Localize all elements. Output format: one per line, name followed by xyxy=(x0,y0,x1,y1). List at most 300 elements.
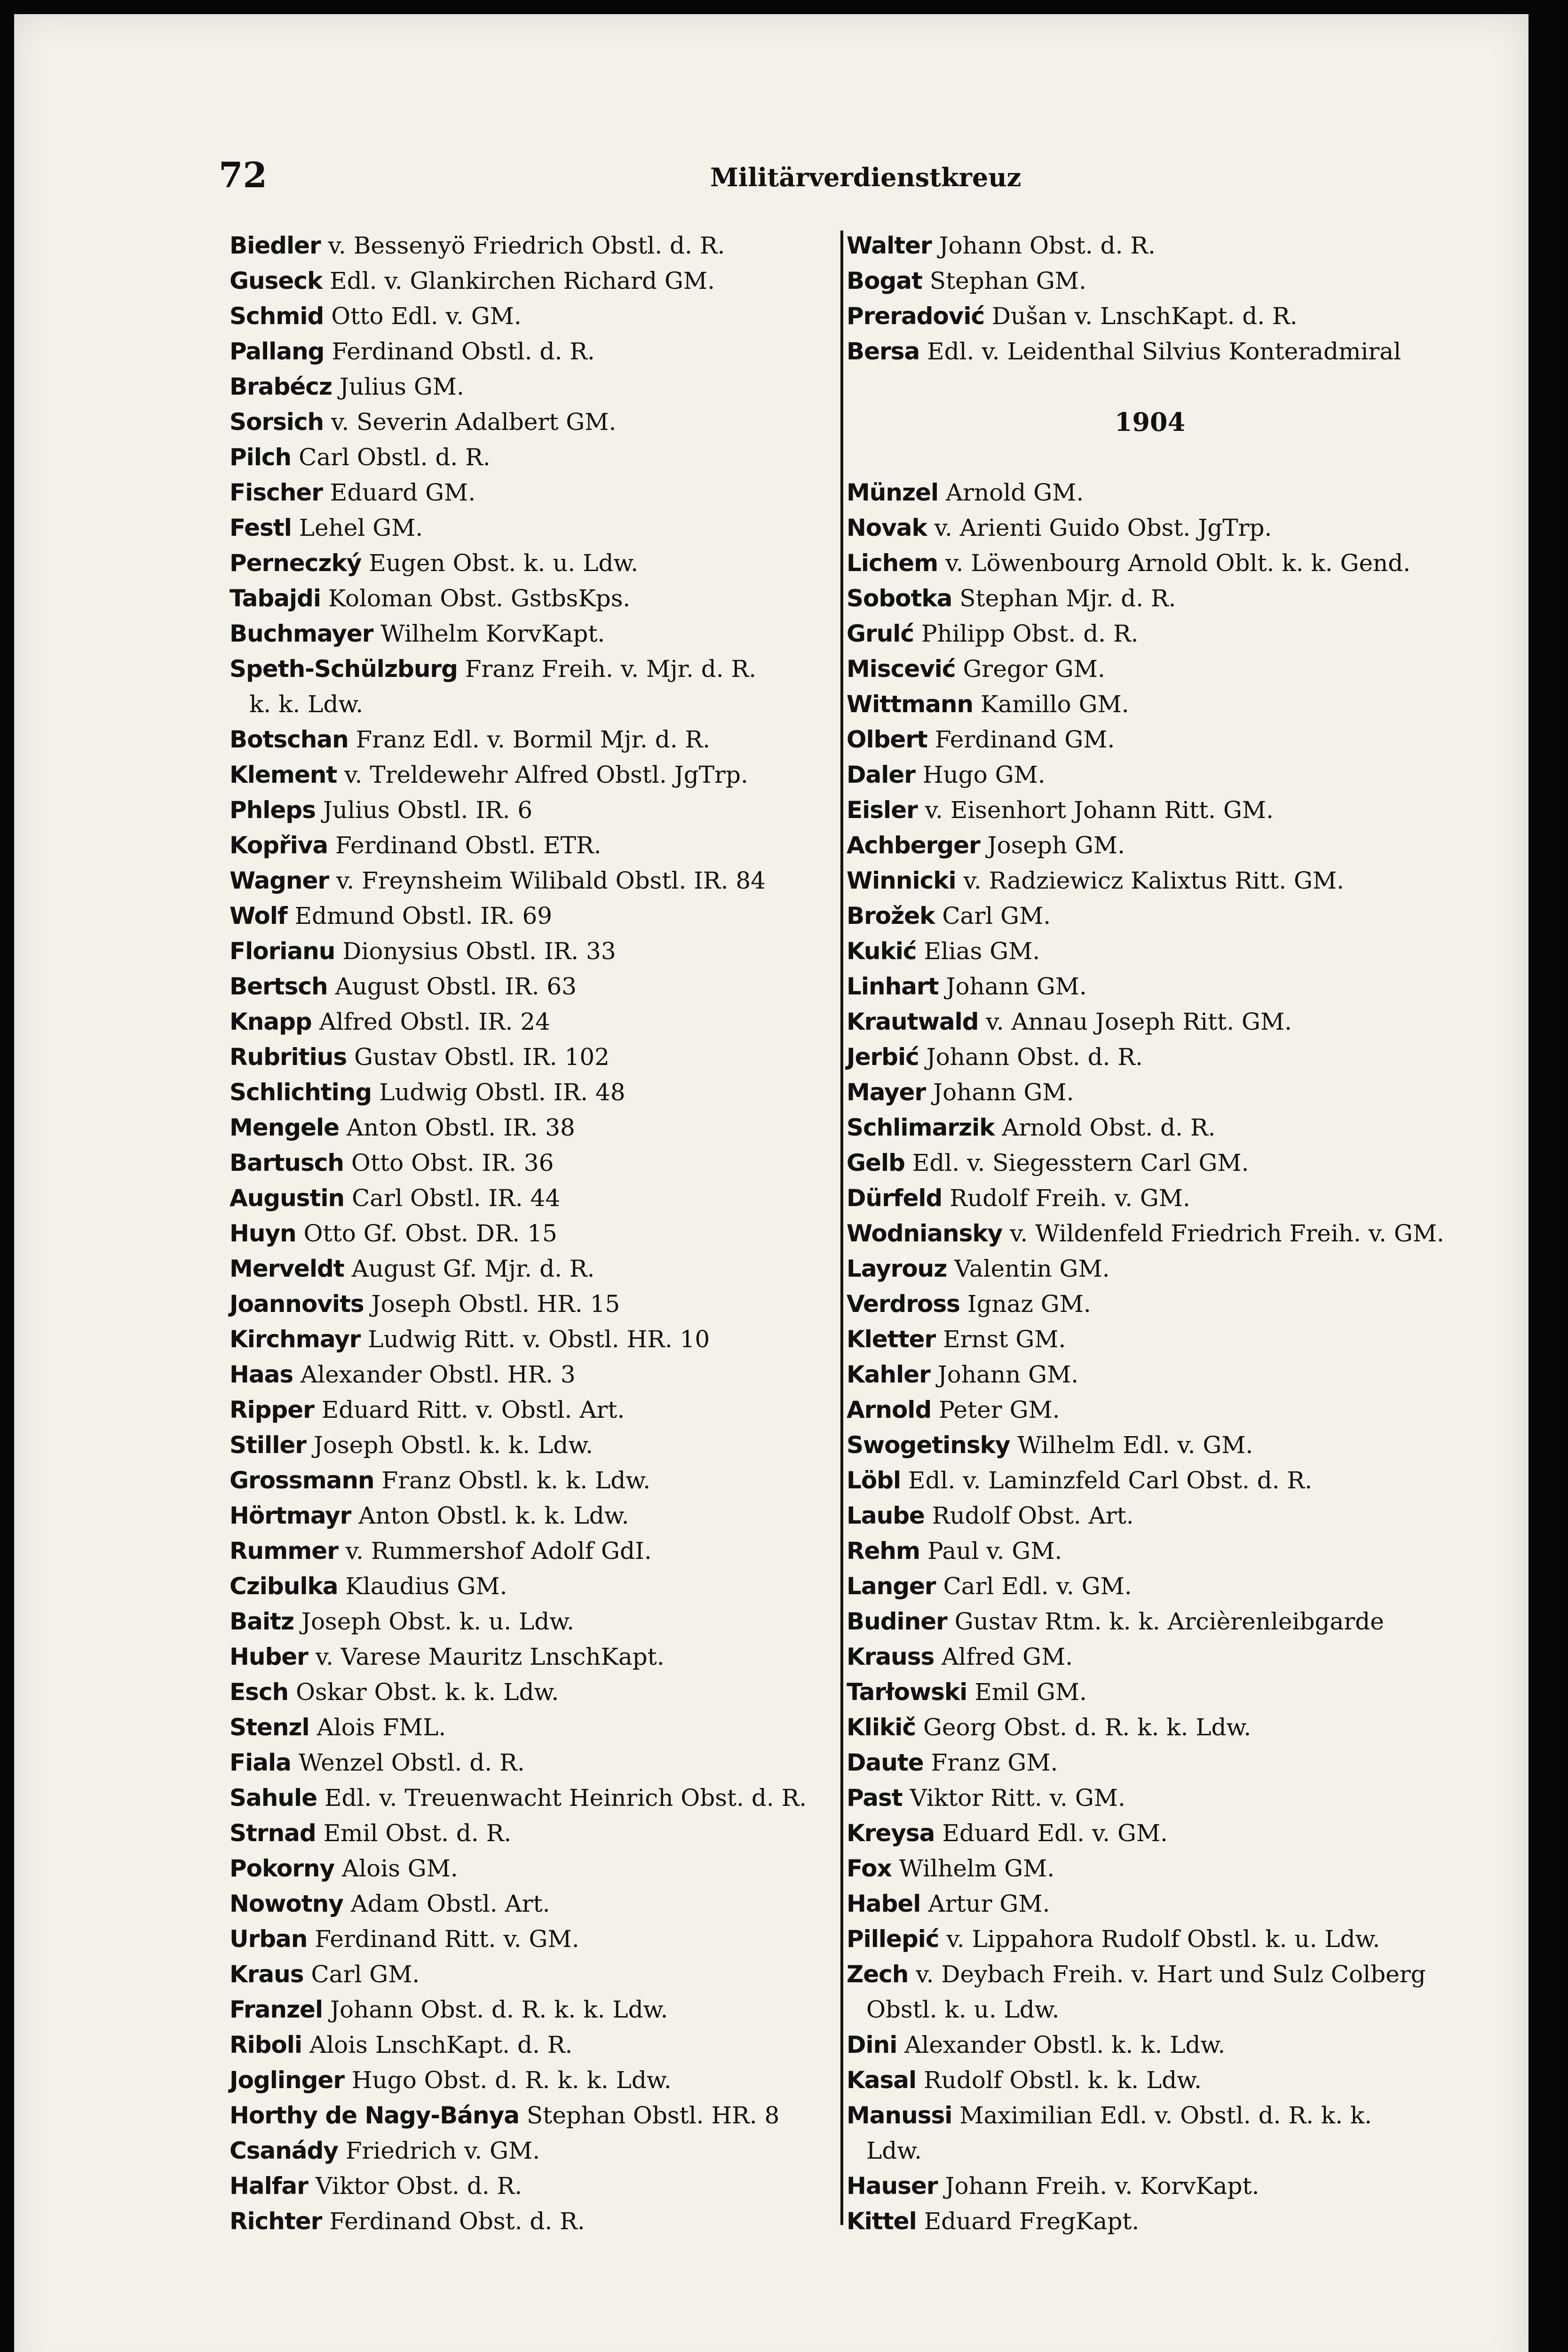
entry-details: Rudolf Obstl. k. k. Ldw. xyxy=(916,2066,1202,2094)
list-item xyxy=(230,934,836,969)
entry-surname: Hörtmayr xyxy=(230,1502,351,1529)
entry-details: Eugen Obst. k. u. Ldw. xyxy=(361,549,639,577)
entry-surname: Grulć xyxy=(847,620,914,647)
list-item xyxy=(847,263,1453,299)
list-item xyxy=(847,1181,1453,1216)
entry-details: Emil Obst. d. R. xyxy=(316,1820,512,1847)
list-item xyxy=(230,1075,836,1110)
entry-surname: Klement xyxy=(230,761,337,788)
entry-surname: Sahule xyxy=(230,1784,317,1812)
list-item xyxy=(230,369,836,405)
entry-details: Ernst GM. xyxy=(935,1326,1066,1353)
entry-details: Klaudius GM. xyxy=(338,1573,507,1600)
list-item xyxy=(230,969,836,1004)
entry-surname: Horthy de Nagy-Bánya xyxy=(230,2102,519,2129)
entry-details: Kamillo GM. xyxy=(973,691,1129,718)
entry-surname: Rubritius xyxy=(230,1043,347,1071)
entry-surname: Phleps xyxy=(230,796,316,824)
list-item xyxy=(847,228,1453,263)
entry-surname: Past xyxy=(847,1784,903,1812)
entry-surname: Gelb xyxy=(847,1149,905,1176)
list-item xyxy=(230,1251,836,1287)
list-item xyxy=(230,475,836,510)
list-item xyxy=(847,581,1453,616)
entry-details: Edl. v. Siegesstern Carl GM. xyxy=(904,1149,1249,1176)
list-item xyxy=(230,2098,836,2133)
entry-details: Wilhelm Edl. v. GM. xyxy=(1010,1431,1253,1459)
list-item xyxy=(230,793,836,828)
entry-details: Alois GM. xyxy=(334,1855,458,1882)
entry-details: Ferdinand Obstl. d. R. xyxy=(324,338,595,365)
entry-surname: Guseck xyxy=(230,267,323,294)
entry-details: Franz GM. xyxy=(923,1749,1058,1776)
entry-surname: Rummer xyxy=(230,1537,338,1565)
list-item xyxy=(847,1569,1453,1604)
entry-surname: Walter xyxy=(847,232,932,259)
list-item xyxy=(847,1816,1453,1851)
list-item xyxy=(230,1463,836,1498)
entry-details: Ferdinand GM. xyxy=(927,726,1115,753)
entry-details: Dionysius Obstl. IR. 33 xyxy=(335,938,616,965)
entry-surname: Olbert xyxy=(847,726,927,753)
list-item xyxy=(847,1851,1453,1886)
entry-surname: Botschan xyxy=(230,726,348,753)
list-item xyxy=(847,2027,1453,2063)
entry-details: v. Treldewehr Alfred Obstl. JgTrp. xyxy=(337,761,748,788)
entry-details: Gregor GM. xyxy=(955,655,1105,683)
entry-surname: Brabécz xyxy=(230,373,332,400)
entry-surname: Esch xyxy=(230,1678,289,1706)
list-item xyxy=(847,1675,1453,1710)
entry-details: Alois FML. xyxy=(309,1714,446,1741)
entry-surname: Krautwald xyxy=(847,1008,979,1035)
entry-details: Franz Edl. v. Bormil Mjr. d. R. xyxy=(348,726,711,753)
entry-details: Rudolf Obst. Art. xyxy=(924,1502,1134,1529)
entry-surname: Czibulka xyxy=(230,1573,338,1600)
list-item xyxy=(847,1004,1453,1040)
entry-details: Joseph Obstl. HR. 15 xyxy=(364,1290,620,1318)
entry-surname: Baitz xyxy=(230,1608,294,1635)
entry-details: Ignaz GM. xyxy=(959,1290,1091,1318)
entry-details: Gustav Rtm. k. k. Arcièrenleibgarde xyxy=(947,1608,1384,1635)
entry-surname: Knapp xyxy=(230,1008,312,1035)
list-item xyxy=(230,1851,836,1886)
entry-surname: Winnicki xyxy=(847,867,956,894)
entry-surname: Kraus xyxy=(230,1961,304,1988)
entry-surname: Strnad xyxy=(230,1820,316,1847)
list-item xyxy=(230,1816,836,1851)
list-item xyxy=(230,1428,836,1463)
entry-surname: Verdross xyxy=(847,1290,960,1318)
entry-details: Johann Obst. d. R. xyxy=(919,1043,1143,1071)
entry-details: Otto Edl. v. GM. xyxy=(324,302,522,330)
list-item xyxy=(847,934,1453,969)
entry-details: v. Radziewicz Kalixtus Ritt. GM. xyxy=(956,867,1345,894)
list-item xyxy=(847,1357,1453,1392)
list-item xyxy=(230,1110,836,1145)
entry-details: Carl GM. xyxy=(303,1961,420,1988)
entry-details: Rudolf Freih. v. GM. xyxy=(942,1184,1190,1212)
entry-surname: Daute xyxy=(847,1749,924,1776)
list-item xyxy=(230,1710,836,1745)
entry-surname: Novak xyxy=(847,514,927,541)
entry-surname: Eisler xyxy=(847,796,918,824)
entry-details: Edl. v. Laminzfeld Carl Obst. d. R. xyxy=(901,1467,1313,1494)
list-item xyxy=(847,652,1453,687)
entry-surname: Rehm xyxy=(847,1537,920,1565)
entry-details: v. Eisenhort Johann Ritt. GM. xyxy=(917,796,1274,824)
list-item-continuation xyxy=(847,2133,1453,2169)
entry-details: Stephan GM. xyxy=(922,267,1086,294)
entry-surname: Festl xyxy=(230,514,292,541)
entry-details: Johann GM. xyxy=(930,1361,1079,1388)
entry-details: v. Löwenbourg Arnold Oblt. k. k. Gend. xyxy=(938,549,1411,577)
list-item xyxy=(847,757,1453,793)
entry-surname: Preradović xyxy=(847,302,985,330)
entry-details: Friedrich v. GM. xyxy=(338,2137,540,2164)
entry-surname: Brožek xyxy=(847,902,935,930)
list-item xyxy=(230,405,836,440)
list-item xyxy=(230,1886,836,1922)
right-column-top-list xyxy=(847,228,1453,369)
entry-details: v. Freynsheim Wilibald Obstl. IR. 84 xyxy=(329,867,766,894)
right-column-bottom-list xyxy=(847,475,1453,2239)
entry-details: Paul v. GM. xyxy=(920,1537,1062,1565)
entry-surname: Kittel xyxy=(847,2208,917,2235)
list-item xyxy=(230,1322,836,1357)
list-item xyxy=(230,898,836,934)
entry-surname: Bartusch xyxy=(230,1149,344,1176)
entry-details: Ferdinand Obst. d. R. xyxy=(322,2208,585,2235)
entry-details: Alfred GM. xyxy=(934,1643,1073,1670)
entry-surname: Hauser xyxy=(847,2172,938,2200)
list-item xyxy=(230,440,836,475)
entry-details: Ferdinand Ritt. v. GM. xyxy=(307,1925,579,1953)
list-item xyxy=(230,1745,836,1780)
list-item xyxy=(847,1710,1453,1745)
entry-surname: Kukić xyxy=(847,938,917,965)
entry-details: Julius GM. xyxy=(332,373,464,400)
entry-surname: Lichem xyxy=(847,549,938,577)
list-item xyxy=(847,1745,1453,1780)
entry-surname: Habel xyxy=(847,1890,921,1917)
entry-details: Anton Obstl. IR. 38 xyxy=(339,1114,575,1141)
entry-surname: Tabajdi xyxy=(230,585,321,612)
entry-details: Eduard Edl. v. GM. xyxy=(934,1820,1168,1847)
entry-details: Eduard FregKapt. xyxy=(916,2208,1140,2235)
list-item xyxy=(230,228,836,263)
entry-details: Viktor Obst. d. R. xyxy=(308,2172,523,2200)
list-item xyxy=(230,2027,836,2063)
entry-surname: Riboli xyxy=(230,2031,302,2058)
list-item xyxy=(847,1322,1453,1357)
book-page xyxy=(14,14,1528,2352)
entry-details: Joseph Obst. k. u. Ldw. xyxy=(294,1608,574,1635)
entry-details: v. Bessenyö Friedrich Obstl. d. R. xyxy=(320,232,725,259)
entry-surname: Nowotny xyxy=(230,1890,343,1917)
list-item xyxy=(230,1357,836,1392)
list-item xyxy=(847,2098,1453,2133)
list-item xyxy=(847,722,1453,757)
list-item xyxy=(230,1604,836,1639)
entry-surname: Pokorny xyxy=(230,1855,335,1882)
entry-details: v. Varese Mauritz LnschKapt. xyxy=(308,1643,665,1670)
list-item xyxy=(847,1251,1453,1287)
entry-details: August Obstl. IR. 63 xyxy=(327,973,577,1000)
entry-surname: Fiala xyxy=(230,1749,291,1776)
list-item xyxy=(847,299,1453,334)
entry-details: Ludwig Obstl. IR. 48 xyxy=(372,1079,626,1106)
entry-surname: Mengele xyxy=(230,1114,340,1141)
entry-surname: Daler xyxy=(847,761,915,788)
list-item xyxy=(230,1922,836,1957)
list-item xyxy=(230,510,836,546)
entry-details: Ferdinand Obstl. ETR. xyxy=(328,832,602,859)
list-item xyxy=(230,652,836,687)
entry-details: v. Arienti Guido Obst. JgTrp. xyxy=(927,514,1272,541)
list-item xyxy=(230,1534,836,1569)
list-item xyxy=(230,2133,836,2169)
entry-continuation: Obstl. k. u. Ldw. xyxy=(866,1996,1060,2023)
list-item xyxy=(847,2063,1453,2098)
list-item xyxy=(230,1287,836,1322)
entry-surname: Layrouz xyxy=(847,1255,947,1282)
entry-details: Franz Obstl. k. k. Ldw. xyxy=(374,1467,651,1494)
list-item xyxy=(847,1957,1453,1992)
entry-surname: Wittmann xyxy=(847,691,974,718)
list-item xyxy=(230,1392,836,1428)
list-item xyxy=(847,1040,1453,1075)
entry-details: Alfred Obstl. IR. 24 xyxy=(311,1008,550,1035)
entry-surname: Wodniansky xyxy=(847,1220,1003,1247)
list-item xyxy=(847,1145,1453,1181)
entry-details: Johann GM. xyxy=(926,1079,1074,1106)
entry-details: Otto Obst. IR. 36 xyxy=(344,1149,554,1176)
entry-details: Gustav Obstl. IR. 102 xyxy=(347,1043,610,1071)
entry-details: Valentin GM. xyxy=(947,1255,1110,1282)
entry-surname: Bersa xyxy=(847,338,920,365)
list-item xyxy=(230,1004,836,1040)
column-divider xyxy=(840,230,843,2225)
entry-surname: Kasal xyxy=(847,2066,917,2094)
list-item xyxy=(847,1216,1453,1251)
entry-surname: Linhart xyxy=(847,973,939,1000)
entry-surname: Dini xyxy=(847,2031,897,2058)
entry-details: Oskar Obst. k. k. Ldw. xyxy=(288,1678,559,1706)
entry-surname: Csanády xyxy=(230,2137,338,2164)
list-item xyxy=(847,510,1453,546)
entry-details: Wenzel Obstl. d. R. xyxy=(291,1749,525,1776)
list-item xyxy=(230,1181,836,1216)
entry-details: Viktor Ritt. v. GM. xyxy=(902,1784,1125,1812)
list-item xyxy=(847,969,1453,1004)
entry-details: Joseph GM. xyxy=(980,832,1125,859)
entry-details: Emil GM. xyxy=(967,1678,1087,1706)
entry-surname: Biedler xyxy=(230,232,321,259)
entry-details: Georg Obst. d. R. k. k. Ldw. xyxy=(916,1714,1251,1741)
entry-surname: Joglinger xyxy=(230,2066,344,2094)
entry-surname: Schmid xyxy=(230,302,324,330)
right-column xyxy=(847,228,1453,2239)
entry-surname: Fox xyxy=(847,1855,892,1882)
entry-surname: Kopřiva xyxy=(230,832,328,859)
entry-surname: Bertsch xyxy=(230,973,328,1000)
entry-details: Carl GM. xyxy=(934,902,1051,930)
list-item xyxy=(230,1145,836,1181)
entry-details: Johann Freih. v. KorvKapt. xyxy=(937,2172,1259,2200)
entry-details: Hugo Obst. d. R. k. k. Ldw. xyxy=(344,2066,672,2094)
entry-surname: Kahler xyxy=(847,1361,930,1388)
entry-surname: Wagner xyxy=(230,867,329,894)
entry-surname: Langer xyxy=(847,1573,936,1600)
entry-details: v. Rummershof Adolf GdI. xyxy=(338,1537,652,1565)
entry-details: Carl Obstl. d. R. xyxy=(291,444,491,471)
list-item xyxy=(230,581,836,616)
entry-surname: Kirchmayr xyxy=(230,1326,361,1353)
entry-details: Johann Obst. d. R. xyxy=(931,232,1156,259)
list-item xyxy=(230,299,836,334)
entry-surname: Miscević xyxy=(847,655,956,683)
entry-details: Alexander Obstl. k. k. Ldw. xyxy=(897,2031,1226,2058)
entry-details: Hugo GM. xyxy=(915,761,1045,788)
entry-surname: Wolf xyxy=(230,902,287,930)
list-item xyxy=(847,334,1453,369)
entry-surname: Joannovits xyxy=(230,1290,364,1318)
entry-surname: Huber xyxy=(230,1643,308,1670)
entry-details: v. Annau Joseph Ritt. GM. xyxy=(978,1008,1292,1035)
entry-surname: Klikič xyxy=(847,1714,916,1741)
entry-details: Arnold GM. xyxy=(938,479,1084,506)
list-item xyxy=(230,1780,836,1816)
list-item xyxy=(847,1780,1453,1816)
entry-surname: Bogat xyxy=(847,267,922,294)
entry-surname: Merveldt xyxy=(230,1255,344,1282)
entry-details: Lehel GM. xyxy=(291,514,423,541)
list-item xyxy=(847,793,1453,828)
entry-surname: Kletter xyxy=(847,1326,936,1353)
entry-surname: Ripper xyxy=(230,1396,314,1423)
list-item xyxy=(230,2204,836,2239)
list-item xyxy=(847,1110,1453,1145)
list-item xyxy=(230,722,836,757)
entry-details: v. Severin Adalbert GM. xyxy=(324,408,617,436)
entry-surname: Swogetinsky xyxy=(847,1431,1010,1459)
list-item xyxy=(230,828,836,863)
list-item xyxy=(230,1498,836,1534)
entry-details: Wilhelm GM. xyxy=(891,1855,1055,1882)
list-item xyxy=(847,1604,1453,1639)
left-column xyxy=(230,228,836,2239)
entry-surname: Halfar xyxy=(230,2172,308,2200)
entry-surname: Perneczký xyxy=(230,549,362,577)
list-item xyxy=(230,1040,836,1075)
entry-details: Philipp Obst. d. R. xyxy=(914,620,1139,647)
list-item xyxy=(230,757,836,793)
list-item xyxy=(230,263,836,299)
entry-details: Edmund Obstl. IR. 69 xyxy=(287,902,553,930)
list-item xyxy=(230,1216,836,1251)
entry-continuation: Ldw. xyxy=(866,2137,922,2164)
entry-details: Ludwig Ritt. v. Obstl. HR. 10 xyxy=(360,1326,710,1353)
list-item xyxy=(230,1675,836,1710)
list-item xyxy=(847,1639,1453,1675)
entry-surname: Speth-Schülzburg xyxy=(230,655,458,683)
list-item xyxy=(847,898,1453,934)
entry-details: Edl. v. Leidenthal Silvius Konteradmiral xyxy=(919,338,1402,365)
entry-surname: Haas xyxy=(230,1361,293,1388)
entry-surname: Pilch xyxy=(230,444,292,471)
entry-details: Koloman Obst. GstbsKps. xyxy=(321,585,631,612)
entry-details: Eduard Ritt. v. Obstl. Art. xyxy=(314,1396,625,1423)
entry-surname: Schlimarzik xyxy=(847,1114,995,1141)
list-item xyxy=(847,2169,1453,2204)
list-item xyxy=(847,828,1453,863)
entry-surname: Laube xyxy=(847,1502,925,1529)
list-item xyxy=(847,1463,1453,1498)
entry-details: Joseph Obstl. k. k. Ldw. xyxy=(306,1431,593,1459)
entry-surname: Buchmayer xyxy=(230,620,373,647)
entry-surname: Sobotka xyxy=(847,585,952,612)
entry-surname: Achberger xyxy=(847,832,980,859)
entry-details: Wilhelm KorvKapt. xyxy=(373,620,605,647)
list-item xyxy=(847,2204,1453,2239)
year-heading: 1904 xyxy=(1114,407,1186,437)
entry-details: Carl Obstl. IR. 44 xyxy=(344,1184,561,1212)
entry-details: v. Lippahora Rudolf Obstl. k. u. Ldw. xyxy=(939,1925,1380,1953)
list-item xyxy=(230,616,836,652)
entry-surname: Augustin xyxy=(230,1184,345,1212)
list-item xyxy=(847,1392,1453,1428)
entry-details: v. Wildenfeld Friedrich Freih. v. GM. xyxy=(1002,1220,1444,1247)
entry-details: Adam Obstl. Art. xyxy=(343,1890,550,1917)
entry-continuation: k. k. Ldw. xyxy=(249,691,364,718)
entry-surname: Grossmann xyxy=(230,1467,374,1494)
entry-surname: Mayer xyxy=(847,1079,926,1106)
list-item xyxy=(847,687,1453,722)
entry-surname: Löbl xyxy=(847,1467,901,1494)
entry-details: Anton Obstl. k. k. Ldw. xyxy=(351,1502,629,1529)
entry-details: August Gf. Mjr. d. R. xyxy=(344,1255,595,1282)
list-item-continuation xyxy=(847,1992,1453,2027)
entry-surname: Pillepić xyxy=(847,1925,939,1953)
entry-surname: Dürfeld xyxy=(847,1184,942,1212)
list-item xyxy=(847,1498,1453,1534)
list-item xyxy=(847,616,1453,652)
list-item xyxy=(847,1075,1453,1110)
list-item xyxy=(847,1287,1453,1322)
entry-surname: Urban xyxy=(230,1925,308,1953)
entry-surname: Münzel xyxy=(847,479,939,506)
entry-details: Peter GM. xyxy=(931,1396,1060,1423)
list-item xyxy=(230,2169,836,2204)
list-item xyxy=(230,546,836,581)
entry-surname: Stiller xyxy=(230,1431,306,1459)
entry-surname: Jerbić xyxy=(847,1043,919,1071)
list-item xyxy=(230,1957,836,1992)
entry-details: Elias GM. xyxy=(916,938,1040,965)
entry-surname: Fischer xyxy=(230,479,323,506)
entry-details: Julius Obstl. IR. 6 xyxy=(315,796,533,824)
entry-surname: Sorsich xyxy=(230,408,324,436)
entry-surname: Tarłowski xyxy=(847,1678,967,1706)
entry-details: Artur GM. xyxy=(920,1890,1050,1917)
entry-surname: Budiner xyxy=(847,1608,947,1635)
list-item xyxy=(847,475,1453,510)
entry-surname: Krauss xyxy=(847,1643,934,1670)
entry-surname: Pallang xyxy=(230,338,325,365)
entry-surname: Kreysa xyxy=(847,1820,935,1847)
entry-details: v. Deybach Freih. v. Hart und Sulz Colberg xyxy=(908,1961,1426,1988)
